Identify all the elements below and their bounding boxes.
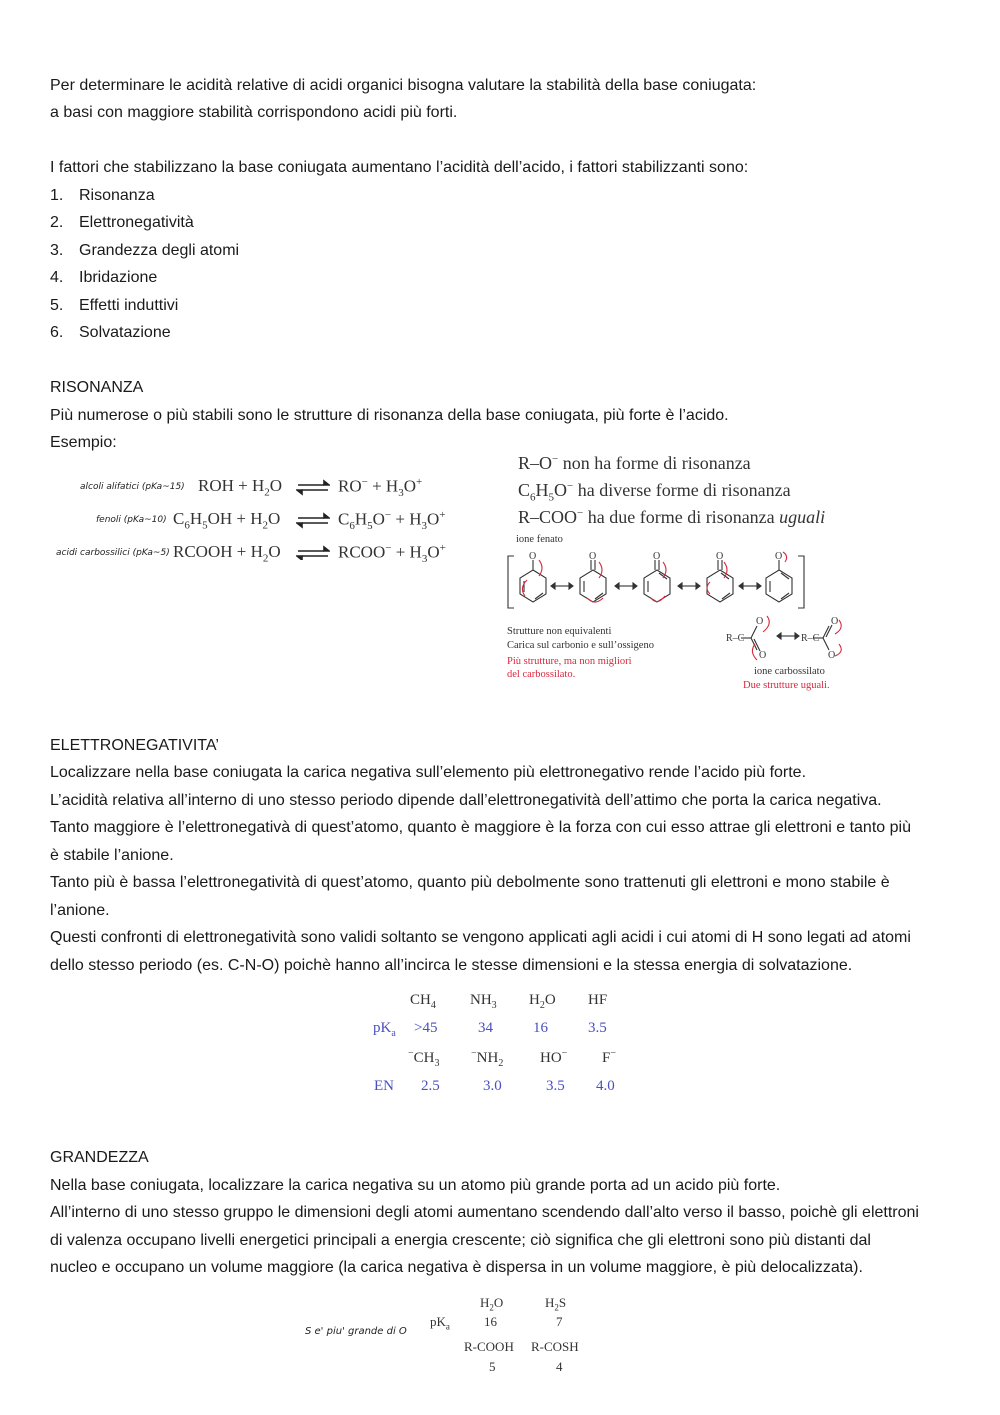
risonanza-example-label: Esempio: — [50, 434, 117, 451]
table-header: $CH_4$ — [410, 992, 436, 1011]
handwritten-note-carbossilici: acidi carbossilici (pKa~5) — [56, 548, 170, 558]
list-item: 6. Solvatazione — [50, 324, 171, 341]
elettro-line: Localizzare nella base coniugata la carica negativa sull’elemento più elettronegativo rende l’acido più forte. — [50, 764, 807, 781]
elettro-line: Tanto più è bassa l’elettronegatività di quest’atomo, quanto più debolmente sono trattenuti gli elettroni e mono stabile è — [50, 874, 890, 891]
section-heading-risonanza: RISONANZA — [50, 379, 144, 396]
list-item: 4. Ibridazione — [50, 269, 158, 286]
svg-text:O: O — [529, 551, 537, 562]
svg-text:O: O — [828, 650, 836, 661]
table-header: HF — [588, 992, 608, 1008]
figure-label-ione-fenato: ione fenato — [516, 534, 563, 545]
table-cell: 34 — [478, 1020, 493, 1036]
equation-fenoli-products: $C_6H_5O^- + H_3O^+$ — [338, 509, 446, 533]
table-header: $H_2S$ — [545, 1295, 567, 1313]
table-header: F− — [602, 1048, 616, 1066]
elettro-line: l’anione. — [50, 902, 110, 919]
figure-caption-1: Strutture non equivalenti — [507, 626, 612, 637]
table-header: R-COSH — [531, 1339, 579, 1354]
grandezza-line: nucleo e occupano un volume maggiore (la carica negativa è dispersa in un volume maggiore, è più delocalizzata). — [50, 1259, 863, 1276]
svg-text:O: O — [756, 616, 764, 627]
equation-alcoli: ROH + $H_2O$ — [198, 476, 283, 499]
equation-fenoli: $C_6H_5OH + H_2O$ — [173, 509, 281, 532]
statement-rcoo: R–COO− ha due forme di risonanza uguali — [518, 507, 826, 527]
equation-carbossilici: RCOOH + $H_2O$ — [173, 542, 281, 565]
svg-text:O: O — [831, 616, 839, 627]
pka-label: $pK_a$ — [430, 1314, 450, 1332]
equation-alcoli-products: $RO^- + H_3O^+$ — [338, 476, 423, 500]
table-header: $H_2O$ — [480, 1295, 504, 1313]
list-item: 3. Grandezza degli atomi — [50, 242, 240, 259]
table-cell: 16 — [533, 1020, 548, 1036]
elettro-line: è stabile l’anione. — [50, 847, 174, 864]
statement-ro: R–O− non ha forme di risonanza — [518, 453, 751, 473]
table-cell: 3.0 — [483, 1078, 502, 1094]
table-cell: 16 — [484, 1314, 497, 1329]
section-heading-grandezza: GRANDEZZA — [50, 1149, 149, 1166]
list-item: 1. Risonanza — [50, 187, 155, 204]
table-header: $^-NH_2$ — [471, 1048, 504, 1069]
svg-text:R–C: R–C — [726, 633, 745, 644]
table-header: $H_2O$ — [529, 992, 556, 1011]
svg-text:O: O — [589, 551, 597, 562]
handwritten-note-size: S e' piu' grande di O — [305, 1326, 407, 1337]
elettro-line: Tanto maggiore è l’elettronegativà di quest’atomo, quanto è maggiore è la forza con cui esso attrae gli elettroni e tanto più — [50, 819, 911, 836]
section-heading-elettronegativita: ELETTRONEGATIVITA’ — [50, 737, 219, 754]
table-header: $^-CH_3$ — [408, 1048, 440, 1069]
en-label: EN — [374, 1078, 394, 1094]
handwritten-note-alcoli: alcoli alifatici (pKa~15) — [80, 482, 185, 492]
table-header: $NH_3$ — [470, 992, 497, 1011]
elettro-line: dello stesso periodo (es. C-N-O) poichè hanno all’incirca le stesse dimensioni e la stessa energia di solvatazione. — [50, 957, 853, 974]
figure-caption-carbossilato: Due strutture uguali. — [743, 680, 830, 691]
svg-text:O: O — [653, 551, 661, 562]
equation-carbossilici-products: RCOO− + $H_3O^+$ — [338, 542, 446, 566]
svg-text:O: O — [716, 551, 724, 562]
intro-line-2: a basi con maggiore stabilità corrispondono acidi più forti. — [50, 104, 458, 121]
figure-caption-3: Più strutture, ma non migliori — [507, 656, 632, 667]
table-cell: 7 — [556, 1314, 563, 1329]
table-cell: >45 — [414, 1020, 438, 1036]
list-item: 2. Elettronegatività — [50, 214, 194, 231]
grandezza-line: di valenza occupano livelli energetici principali a energia crescente; ciò significa che gli elettroni sono più distanti dal — [50, 1232, 871, 1249]
elettro-line: L’acidità relativa all’interno di uno stesso periodo dipende dall’elettronegatività dell’attimo che porta la carica negativa. — [50, 792, 882, 809]
statement-c6h5o: $C_6H_5O^-$ ha diverse forme di risonanza — [518, 480, 791, 504]
svg-text:O: O — [775, 551, 783, 562]
figure-caption-4: del carbossilato. — [507, 669, 576, 680]
equilibrium-arrows-icon — [296, 478, 330, 560]
intro-line-3: I fattori che stabilizzano la base coniugata aumentano l’acidità dell’acido, i fattori stabilizzanti sono: — [50, 159, 749, 176]
list-item: 5. Effetti induttivi — [50, 297, 179, 314]
table-cell: 4 — [556, 1359, 563, 1374]
elettro-line: Questi confronti di elettronegatività sono validi soltanto se vengono applicati agli acidi i cui atomi di H sono legati ad atomi — [50, 929, 911, 946]
table-cell: 3.5 — [588, 1020, 607, 1036]
figure-caption-2: Carica sul carbonio e sull’ossigeno — [507, 640, 654, 651]
table-cell: 5 — [489, 1359, 496, 1374]
figure-label-carbossilato: ione carbossilato — [754, 666, 825, 677]
table-cell: 2.5 — [421, 1078, 440, 1094]
grandezza-line: Nella base coniugata, localizzare la carica negativa su un atomo più grande porta ad un acido più forte. — [50, 1177, 781, 1194]
grandezza-line: All’interno di uno stesso gruppo le dimensioni degli atomi aumentano scendendo dall’alto verso il basso, poichè gli elettroni — [50, 1204, 919, 1221]
handwritten-note-fenoli: fenoli (pKa~10) — [96, 515, 167, 525]
svg-text:R–C: R–C — [801, 633, 820, 644]
table-cell: 3.5 — [546, 1078, 565, 1094]
risonanza-text: Più numerose o più stabili sono le strutture di risonanza della base coniugata, più forte è l’acido. — [50, 407, 729, 424]
pka-label: $pK_a$ — [373, 1020, 396, 1039]
table-header: R-COOH — [464, 1339, 514, 1354]
table-cell: 4.0 — [596, 1078, 615, 1094]
svg-text:O: O — [759, 650, 767, 661]
intro-line-1: Per determinare le acidità relative di acidi organici bisogna valutare la stabilità della base coniugata: — [50, 77, 757, 94]
table-header: HO− — [540, 1048, 568, 1066]
